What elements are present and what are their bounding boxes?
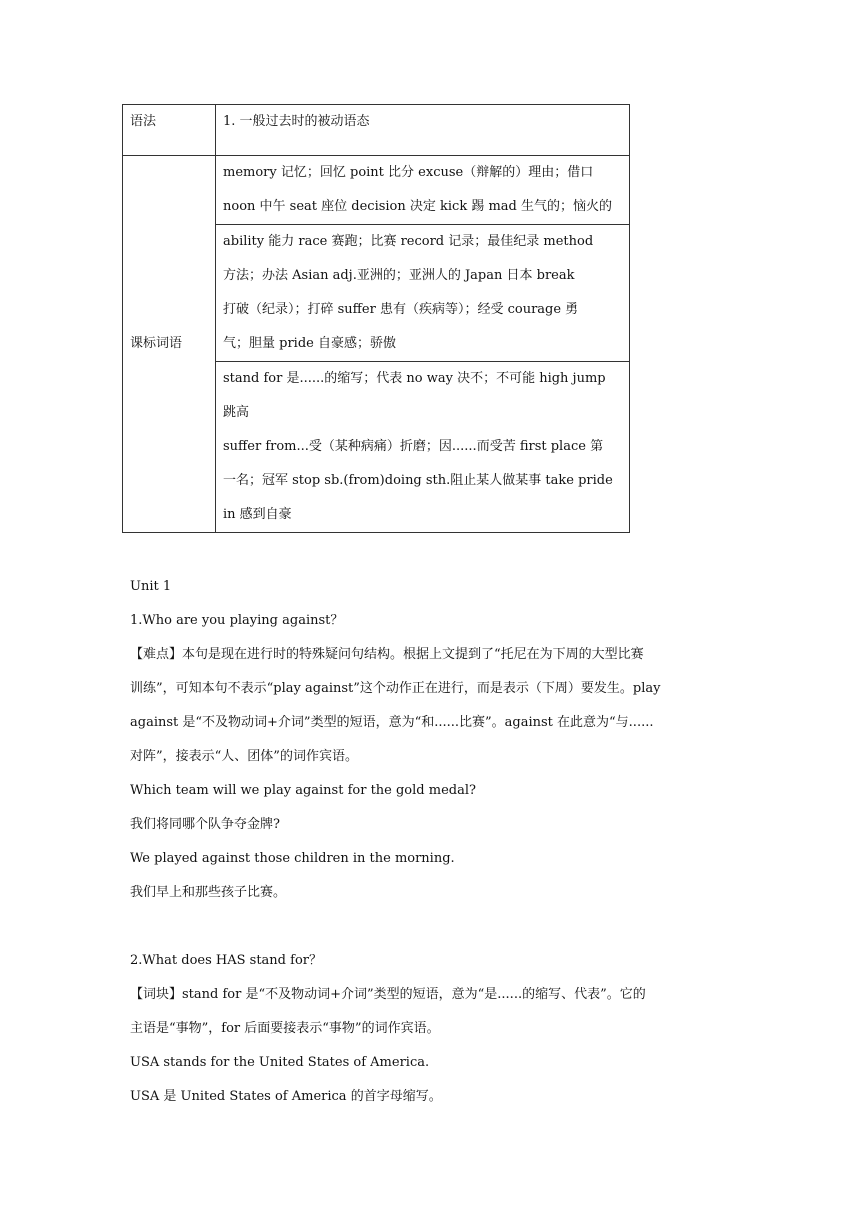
table-row-vocab-1	[123, 156, 630, 225]
note-line: 【词块】stand for 是“不及物动词+介词”类型的短语，意为“是......的缩写、代表”。它的	[130, 987, 646, 1002]
note-line: 【难点】本句是现在进行时的特殊疑问句结构。根据上文提到了“托尼在为下周的大型比赛	[130, 647, 644, 662]
vocab-cell-3	[216, 362, 630, 533]
example-en: Which team will we play against for the gold medal?	[130, 783, 476, 798]
vocab-line: in 感到自豪	[223, 507, 292, 522]
table-row-grammar	[123, 105, 630, 156]
vocab-line: 气；胆量 pride 自豪感；骄傲	[223, 336, 396, 351]
note-line: 对阵”，接表示“人、团体”的词作宾语。	[130, 749, 358, 764]
notes-section	[130, 570, 730, 1114]
spacer	[130, 910, 730, 944]
summary-table	[122, 104, 630, 533]
grammar-label: 语法	[130, 114, 157, 129]
example-zh: 我们早上和那些孩子比赛。	[130, 885, 287, 900]
vocab-line: memory 记忆；回忆 point 比分 excuse（辩解的）理由；借口	[223, 165, 594, 180]
vocab-line: 方法；办法 Asian adj.亚洲的；亚洲人的 Japan 日本 break	[223, 268, 575, 283]
example-zh: 我们将同哪个队争夺金牌?	[130, 817, 280, 832]
vocab-cell-1	[216, 156, 630, 225]
vocab-line: ability 能力 race 赛跑；比赛 record 记录；最佳纪录 method	[223, 234, 594, 249]
note-line: 主语是“事物”，for 后面要接表示“事物”的词作宾语。	[130, 1021, 440, 1036]
example-en: USA stands for the United States of America.	[130, 1055, 430, 1070]
grammar-label-cell	[123, 105, 216, 156]
note-line: 训练”，可知本句不表示“play against”这个动作正在进行，而是表示（下周）要发生。play	[130, 681, 661, 696]
vocab-line: noon 中午 seat 座位 decision 决定 kick 踢 mad 生气的；恼火的	[223, 199, 613, 214]
grammar-value: 1. 一般过去时的被动语态	[223, 114, 370, 129]
grammar-value-cell	[216, 105, 630, 156]
unit-heading: Unit 1	[130, 579, 172, 594]
example-en: We played against those children in the morning.	[130, 851, 455, 866]
example-zh: USA 是 United States of America 的首字母缩写。	[130, 1089, 442, 1104]
vocab-line: 跳高	[223, 405, 250, 420]
vocab-line: stand for 是......的缩写；代表 no way 决不；不可能 high jump	[223, 371, 606, 386]
vocab-cell-2	[216, 225, 630, 362]
vocab-line: 打破（纪录）；打碎 suffer 患有（疾病等）；经受 courage 勇	[223, 302, 579, 317]
note-line: against 是“不及物动词+介词”类型的短语，意为“和......比赛”。against 在此意为“与......	[130, 715, 654, 730]
question-1: 1.Who are you playing against？	[130, 613, 344, 628]
vocab-label: 课标词语	[130, 336, 183, 351]
vocab-line: suffer from...受（某种病痛）折磨；因......而受苦 first place 第	[223, 439, 604, 454]
vocab-line: 一名；冠军 stop sb.(from)doing sth.阻止某人做某事 take pride	[223, 473, 613, 488]
vocab-label-cell	[123, 156, 216, 533]
question-2: 2.What does HAS stand for？	[130, 953, 322, 968]
